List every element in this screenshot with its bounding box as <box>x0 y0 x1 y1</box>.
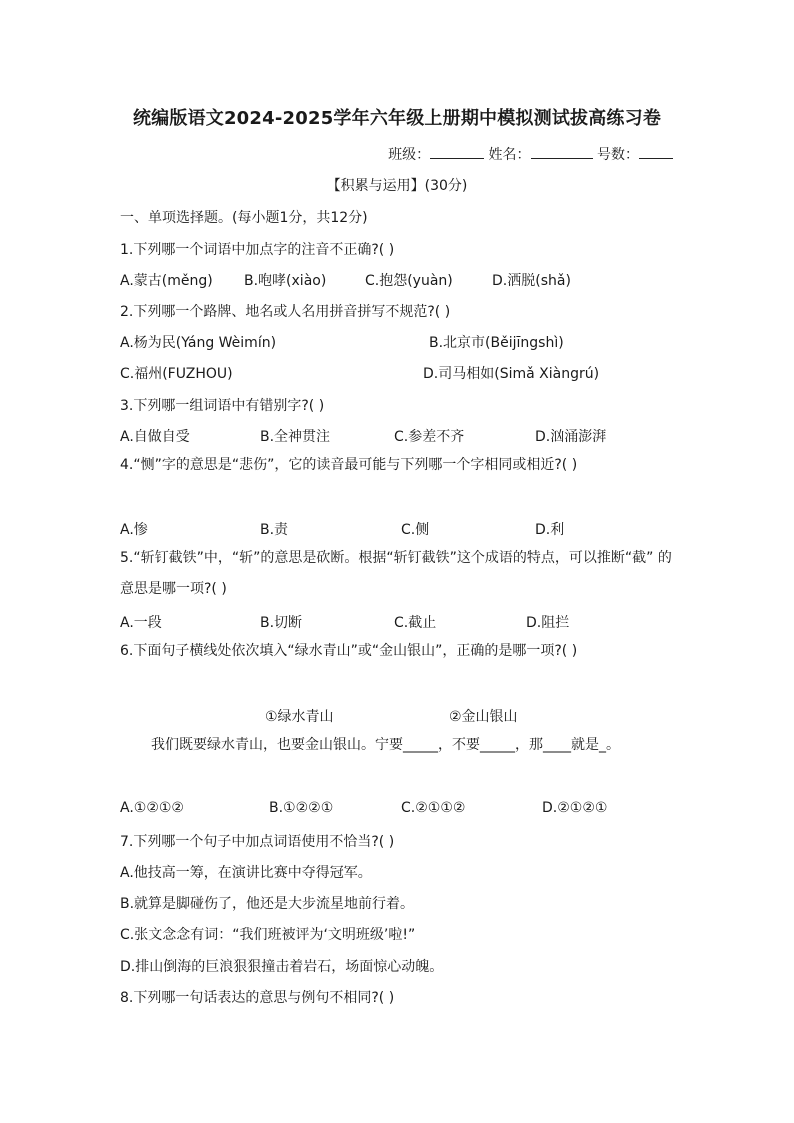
class-label: 班级： <box>388 147 431 163</box>
number-blank[interactable] <box>639 146 673 159</box>
question-2-stem: 2.下列哪一个路牌、地名或人名用拼音拼写不规范?( ) <box>120 304 451 320</box>
question-7-stem: 7.下列哪一个句子中加点词语使用不恰当?( ) <box>120 834 395 850</box>
option-c[interactable]: C.截止 <box>394 615 437 631</box>
option-c[interactable]: C.张文念念有词：“我们班被评为‘文明班级’啦!” <box>120 927 416 943</box>
option-a[interactable]: A.蒙古(měng) <box>120 273 213 289</box>
option-d[interactable]: D.排山倒海的巨浪狠狠撞击着岩石，场面惊心动魄。 <box>120 959 444 975</box>
option-d[interactable]: D.司马相如(Simǎ Xiàngrú) <box>423 366 600 382</box>
option-d[interactable]: D.②①②① <box>542 800 608 816</box>
question-8-stem: 8.下列哪一句话表达的意思与例句不相同?( ) <box>120 990 395 1006</box>
option-a[interactable]: A.惨 <box>120 522 148 538</box>
option-b[interactable]: B.责 <box>260 522 289 538</box>
part-heading: 一、单项选择题。(每小题1分，共12分) <box>120 210 368 226</box>
choice-1: ①绿水青山 <box>265 709 334 725</box>
option-d[interactable]: D.利 <box>535 522 565 538</box>
option-a[interactable]: A.①②①② <box>120 800 184 816</box>
choice-2: ②金山银山 <box>449 709 518 725</box>
option-b[interactable]: B.①②②① <box>269 800 334 816</box>
option-b[interactable]: B.咆哮(xiào) <box>244 273 327 289</box>
option-d[interactable]: D.汹涌澎湃 <box>535 429 607 445</box>
exam-title: 统编版语文2024-2025学年六年级上册期中模拟测试拔高练习卷 <box>132 108 662 129</box>
question-5-stem: 5.“斩钉截铁”中，“斩”的意思是砍断。根据“斩钉截铁”这个成语的特点，可以推断“截” 的意思是哪一项?( ) <box>120 550 672 597</box>
option-d[interactable]: D.洒脱(shǎ) <box>492 273 571 289</box>
option-c[interactable]: C.抱怨(yuàn) <box>365 273 453 289</box>
option-b[interactable]: B.就算是脚碰伤了，他还是大步流星地前行着。 <box>120 896 415 912</box>
option-b[interactable]: B.切断 <box>260 615 303 631</box>
option-a[interactable]: A.自做自受 <box>120 429 190 445</box>
question-6-stem: 6.下面句子横线处依次填入“绿水青山”或“金山银山”，正确的是哪一项?( ) <box>120 643 578 659</box>
class-blank[interactable] <box>430 146 484 159</box>
question-3-stem: 3.下列哪一组词语中有错别字?( ) <box>120 398 325 414</box>
option-d[interactable]: D.阻拦 <box>526 615 570 631</box>
question-6-sentence: 我们既要绿水青山，也要金山银山。宁要_____，不要_____，那____就是_。 <box>151 737 620 753</box>
option-b[interactable]: B.全神贯注 <box>260 429 331 445</box>
option-b[interactable]: B.北京市(Běijīngshì) <box>429 335 564 351</box>
name-blank[interactable] <box>531 146 593 159</box>
name-label: 姓名： <box>488 147 531 163</box>
option-a[interactable]: A.他技高一筹，在演讲比赛中夺得冠军。 <box>120 865 372 881</box>
option-c[interactable]: C.福州(FUZHOU) <box>120 366 233 382</box>
question-4-stem: 4.“恻”字的意思是“悲伤”，它的读音最可能与下列哪一个字相同或相近?( ) <box>120 457 578 473</box>
student-info <box>388 144 673 164</box>
section-heading: 【积累与运用】(30分) <box>326 178 468 194</box>
option-c[interactable]: C.参差不齐 <box>394 429 465 445</box>
number-label: 号数： <box>597 147 639 163</box>
question-1-stem: 1.下列哪一个词语中加点字的注音不正确?( ) <box>120 242 395 258</box>
option-a[interactable]: A.杨为民(Yáng Wèimín) <box>120 335 277 351</box>
option-c[interactable]: C.侧 <box>401 522 430 538</box>
option-c[interactable]: C.②①①② <box>401 800 466 816</box>
option-a[interactable]: A.一段 <box>120 615 162 631</box>
